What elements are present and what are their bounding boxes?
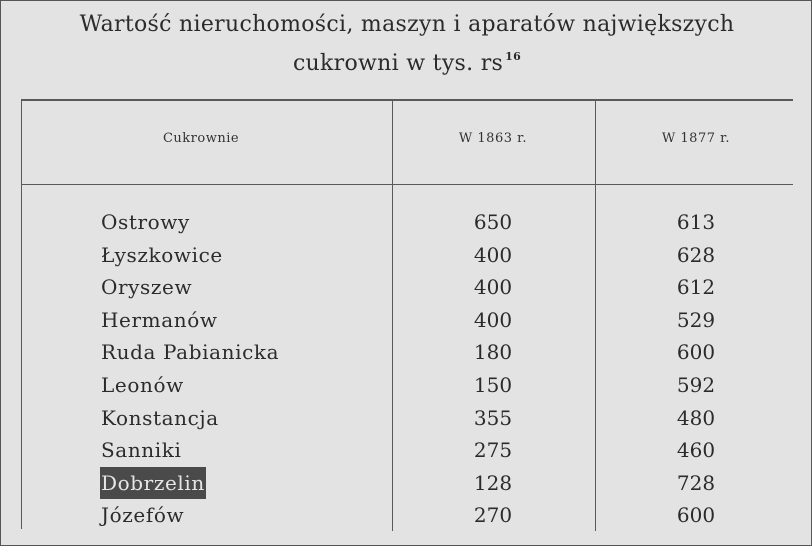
title-line-1: Wartość nieruchomości, maszyn i aparatów największych <box>79 12 735 37</box>
row-value-1863: 128 <box>473 470 513 495</box>
row-value-1877: 613 <box>676 210 716 234</box>
table-row <box>1 206 812 239</box>
header-1877: W 1877 r. <box>661 131 731 146</box>
row-value-1863: 400 <box>473 307 513 332</box>
row-value-1863: 150 <box>473 372 513 397</box>
row-value-1877: 728 <box>676 470 716 495</box>
row-name: Łyszkowice <box>101 242 223 267</box>
row-name: Konstancja <box>101 405 219 430</box>
row-value-1863: 180 <box>473 340 513 365</box>
row-value-1863: 270 <box>473 503 513 528</box>
row-name: Leonów <box>101 372 184 397</box>
row-name: Hermanów <box>101 307 218 332</box>
row-value-1877: 592 <box>676 372 716 397</box>
table-row <box>1 239 812 272</box>
footnote-marker: 16 <box>505 50 522 63</box>
table-top-rule <box>21 99 793 101</box>
title-line-2-text: cukrowni w tys. rs <box>292 51 504 76</box>
table-row <box>1 271 812 304</box>
row-value-1877: 529 <box>676 307 716 332</box>
row-name: Oryszew <box>101 275 193 300</box>
row-name: Ostrowy <box>101 210 190 234</box>
header-cukrownie: Cukrownie <box>162 131 240 146</box>
table-row <box>1 369 812 402</box>
row-value-1877: 628 <box>676 242 716 267</box>
header-1863: W 1863 r. <box>458 131 528 146</box>
table-row <box>1 402 812 435</box>
table-row <box>1 434 812 467</box>
header-bottom-rule <box>21 184 793 185</box>
row-value-1877: 600 <box>676 340 716 365</box>
table-body <box>1 206 812 532</box>
row-value-1877: 460 <box>676 438 716 463</box>
row-value-1877: 600 <box>676 503 716 528</box>
row-value-1877: 480 <box>676 405 716 430</box>
row-value-1863: 400 <box>473 242 513 267</box>
row-name: Józefów <box>101 503 185 528</box>
row-name: Sanniki <box>101 438 182 463</box>
row-name-highlighted: Dobrzelin <box>100 467 206 499</box>
row-value-1863: 275 <box>473 438 513 463</box>
row-value-1863: 400 <box>473 275 513 300</box>
table-row <box>1 467 812 500</box>
title-line-2 <box>1 41 812 80</box>
table-row <box>1 304 812 337</box>
table-row <box>1 336 812 369</box>
table-title <box>1 9 812 80</box>
row-value-1863: 355 <box>473 405 513 430</box>
row-value-1877: 612 <box>676 275 716 300</box>
row-name: Ruda Pabianicka <box>101 340 280 365</box>
row-value-1863: 650 <box>473 210 513 234</box>
table-row <box>1 499 812 532</box>
